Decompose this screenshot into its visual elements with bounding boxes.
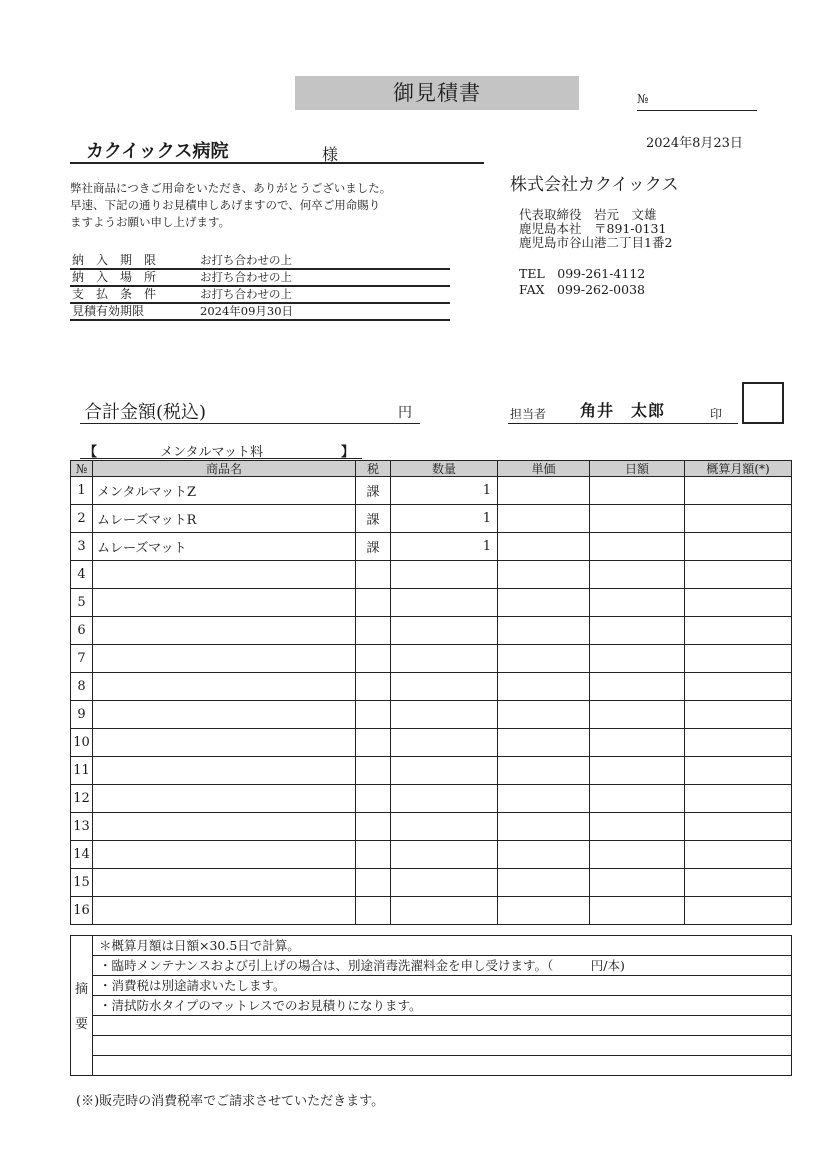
category-text: メンタルマット料: [160, 445, 263, 460]
greeting-line: 早速、下記の通りお見積申しあげますので、何卒ご用命賜り: [70, 198, 381, 212]
number-label: №: [637, 92, 649, 106]
seal-label: 印: [710, 407, 723, 421]
table-row: [71, 617, 792, 645]
monthly-amount: [685, 505, 792, 533]
tax-flag: [356, 785, 391, 813]
daily-amount: [590, 477, 685, 505]
quantity: [391, 561, 498, 589]
table-row: [71, 869, 792, 897]
product-name: [93, 813, 356, 841]
row-number: 15: [71, 869, 93, 897]
terms-value: お打ち合わせの上: [198, 286, 450, 303]
customer-honorific: 様: [322, 145, 339, 164]
tax-flag: [356, 813, 391, 841]
unit-price: [498, 813, 590, 841]
total-underline: [80, 423, 420, 424]
monthly-amount: [685, 561, 792, 589]
header-daily: 日額: [590, 461, 685, 477]
quantity: [391, 757, 498, 785]
daily-amount: [590, 757, 685, 785]
product-name: [93, 785, 356, 813]
header-product: 商品名: [93, 461, 356, 477]
row-number: 8: [71, 673, 93, 701]
row-number: 9: [71, 701, 93, 729]
seal-box: [742, 382, 784, 424]
notes-row: [71, 996, 792, 1016]
monthly-amount: [685, 589, 792, 617]
daily-amount: [590, 869, 685, 897]
table-row: [71, 841, 792, 869]
tax-flag: [356, 561, 391, 589]
tax-flag: 課: [356, 505, 391, 533]
daily-amount: [590, 589, 685, 617]
tax-flag: [356, 897, 391, 925]
terms-label: 納 入 期 限: [70, 253, 198, 269]
row-number: 11: [71, 757, 93, 785]
daily-amount: [590, 645, 685, 673]
terms-table: [70, 253, 450, 321]
company-tel: TEL 099-261-4112: [519, 266, 646, 281]
tax-flag: [356, 841, 391, 869]
monthly-amount: [685, 757, 792, 785]
table-row: [71, 645, 792, 673]
unit-price: [498, 701, 590, 729]
company-info: [519, 208, 672, 250]
total-yen-unit: 円: [398, 405, 412, 421]
quantity: 1: [391, 533, 498, 561]
category-open-bracket: 【: [84, 445, 98, 460]
monthly-amount: [685, 813, 792, 841]
company-office: 鹿児島本社 〒891-0131: [519, 221, 667, 236]
notes-row: [71, 976, 792, 996]
customer-name: カクイックス病院: [86, 141, 229, 162]
unit-price: [498, 869, 590, 897]
terms-row: [70, 286, 450, 303]
company-fax: FAX 099-262-0038: [519, 282, 645, 297]
notes-label-bottom: 要: [74, 1016, 88, 1032]
unit-price: [498, 589, 590, 617]
row-number: 2: [71, 505, 93, 533]
table-row: [71, 533, 792, 561]
note-line: [93, 1056, 792, 1076]
notes-table: [70, 935, 792, 1076]
table-row: [71, 785, 792, 813]
tax-flag: [356, 729, 391, 757]
note-line: [93, 1036, 792, 1056]
staff-underline: [508, 423, 738, 424]
header-monthly: 概算月額(*): [685, 461, 792, 477]
unit-price: [498, 785, 590, 813]
product-name: [93, 701, 356, 729]
notes-row: [71, 1056, 792, 1076]
product-name: [93, 897, 356, 925]
unit-price: [498, 617, 590, 645]
category-heading: [84, 441, 354, 460]
product-name: [93, 841, 356, 869]
row-number: 6: [71, 617, 93, 645]
tax-flag: [356, 869, 391, 897]
company-representative: 代表取締役 岩元 文雄: [519, 207, 657, 222]
staff-label: 担当者: [510, 407, 547, 421]
monthly-amount: [685, 673, 792, 701]
daily-amount: [590, 561, 685, 589]
note-line: ・臨時メンテナンスおよび引上げの場合は、別途消毒洗濯料金を申し受けます。（ 円/本): [93, 956, 792, 976]
quantity: [391, 645, 498, 673]
unit-price: [498, 757, 590, 785]
table-row: [71, 729, 792, 757]
monthly-amount: [685, 729, 792, 757]
greeting-text: [70, 180, 391, 231]
product-name: [93, 729, 356, 757]
row-number: 1: [71, 477, 93, 505]
product-name: [93, 645, 356, 673]
header-no: №: [71, 461, 93, 477]
unit-price: [498, 477, 590, 505]
customer-underline: [70, 162, 484, 164]
product-name: ムレーズマット: [93, 533, 356, 561]
note-line: ・清拭防水タイプのマットレスでのお見積りになります。: [93, 996, 792, 1016]
table-row: [71, 505, 792, 533]
terms-row: [70, 269, 450, 286]
product-name: [93, 869, 356, 897]
daily-amount: [590, 785, 685, 813]
row-number: 16: [71, 897, 93, 925]
unit-price: [498, 897, 590, 925]
monthly-amount: [685, 617, 792, 645]
table-row: [71, 589, 792, 617]
quantity: [391, 841, 498, 869]
greeting-line: 弊社商品につきご用命をいただき、ありがとうございました。: [70, 181, 392, 195]
quantity: [391, 785, 498, 813]
unit-price: [498, 505, 590, 533]
unit-price: [498, 645, 590, 673]
table-row: [71, 757, 792, 785]
product-name: ムレーズマットR: [93, 505, 356, 533]
product-name: メンタルマットZ: [93, 477, 356, 505]
issue-date: 2024年8月23日: [646, 136, 743, 151]
monthly-amount: [685, 897, 792, 925]
notes-row: [71, 1036, 792, 1056]
footer-note: (※)販売時の消費税率でご請求させていただきます。: [76, 1094, 385, 1109]
company-contact: [519, 266, 645, 298]
daily-amount: [590, 673, 685, 701]
notes-row: [71, 956, 792, 976]
daily-amount: [590, 701, 685, 729]
daily-amount: [590, 729, 685, 757]
tax-flag: [356, 617, 391, 645]
product-name: [93, 617, 356, 645]
company-name: 株式会社カクイックス: [510, 175, 679, 195]
tax-flag: 課: [356, 477, 391, 505]
unit-price: [498, 729, 590, 757]
monthly-amount: [685, 477, 792, 505]
monthly-amount: [685, 645, 792, 673]
product-name: [93, 673, 356, 701]
terms-value: お打ち合わせの上: [198, 269, 450, 286]
row-number: 12: [71, 785, 93, 813]
total-amount-label: 合計金額(税込): [84, 402, 207, 423]
items-header-row: [71, 461, 792, 477]
table-row: [71, 701, 792, 729]
table-row: [71, 673, 792, 701]
items-body: [71, 477, 792, 925]
quantity: [391, 589, 498, 617]
product-name: [93, 561, 356, 589]
header-quantity: 数量: [391, 461, 498, 477]
quantity: [391, 869, 498, 897]
company-address: 鹿児島市谷山港二丁目1番2: [519, 235, 673, 250]
note-line: ・消費税は別途請求いたします。: [93, 976, 792, 996]
daily-amount: [590, 813, 685, 841]
daily-amount: [590, 505, 685, 533]
tax-flag: 課: [356, 533, 391, 561]
tax-flag: [356, 645, 391, 673]
table-row: [71, 813, 792, 841]
table-row: [71, 477, 792, 505]
category-close-bracket: 】: [340, 445, 354, 460]
daily-amount: [590, 617, 685, 645]
quantity: [391, 813, 498, 841]
quantity: [391, 673, 498, 701]
note-line: [93, 1016, 792, 1036]
product-name: [93, 757, 356, 785]
terms-label: 見積有効期限: [70, 303, 198, 320]
document-title: 御見積書: [295, 76, 579, 110]
greeting-line: ますようお願い申し上げます。: [70, 215, 231, 229]
tax-flag: [356, 589, 391, 617]
terms-row: [70, 253, 450, 269]
quantity: [391, 729, 498, 757]
daily-amount: [590, 533, 685, 561]
notes-row: [71, 936, 792, 956]
product-name: [93, 589, 356, 617]
unit-price: [498, 841, 590, 869]
notes-label: [71, 936, 93, 1076]
monthly-amount: [685, 869, 792, 897]
row-number: 4: [71, 561, 93, 589]
quantity: [391, 897, 498, 925]
category-underline: [80, 458, 362, 459]
terms-label: 納 入 場 所: [70, 269, 198, 286]
terms-label: 支 払 条 件: [70, 286, 198, 303]
tax-flag: [356, 673, 391, 701]
tax-flag: [356, 701, 391, 729]
monthly-amount: [685, 701, 792, 729]
monthly-amount: [685, 533, 792, 561]
quantity: [391, 617, 498, 645]
monthly-amount: [685, 841, 792, 869]
items-table: [70, 460, 792, 925]
header-unit-price: 単価: [498, 461, 590, 477]
header-tax: 税: [356, 461, 391, 477]
row-number: 5: [71, 589, 93, 617]
table-row: [71, 897, 792, 925]
staff-name: 角井 太郎: [580, 401, 666, 420]
row-number: 14: [71, 841, 93, 869]
quantity: 1: [391, 505, 498, 533]
row-number: 10: [71, 729, 93, 757]
row-number: 13: [71, 813, 93, 841]
terms-value: 2024年09月30日: [198, 303, 450, 320]
table-row: [71, 561, 792, 589]
quantity: 1: [391, 477, 498, 505]
terms-value: お打ち合わせの上: [198, 253, 450, 269]
unit-price: [498, 673, 590, 701]
daily-amount: [590, 841, 685, 869]
monthly-amount: [685, 785, 792, 813]
unit-price: [498, 533, 590, 561]
daily-amount: [590, 897, 685, 925]
unit-price: [498, 561, 590, 589]
terms-row: [70, 303, 450, 320]
note-line: ＊概算月額は日額×30.5日で計算。: [93, 936, 792, 956]
notes-label-top: 摘: [74, 981, 88, 997]
row-number: 7: [71, 645, 93, 673]
number-underline: [637, 110, 757, 111]
notes-row: [71, 1016, 792, 1036]
row-number: 3: [71, 533, 93, 561]
tax-flag: [356, 757, 391, 785]
quantity: [391, 701, 498, 729]
